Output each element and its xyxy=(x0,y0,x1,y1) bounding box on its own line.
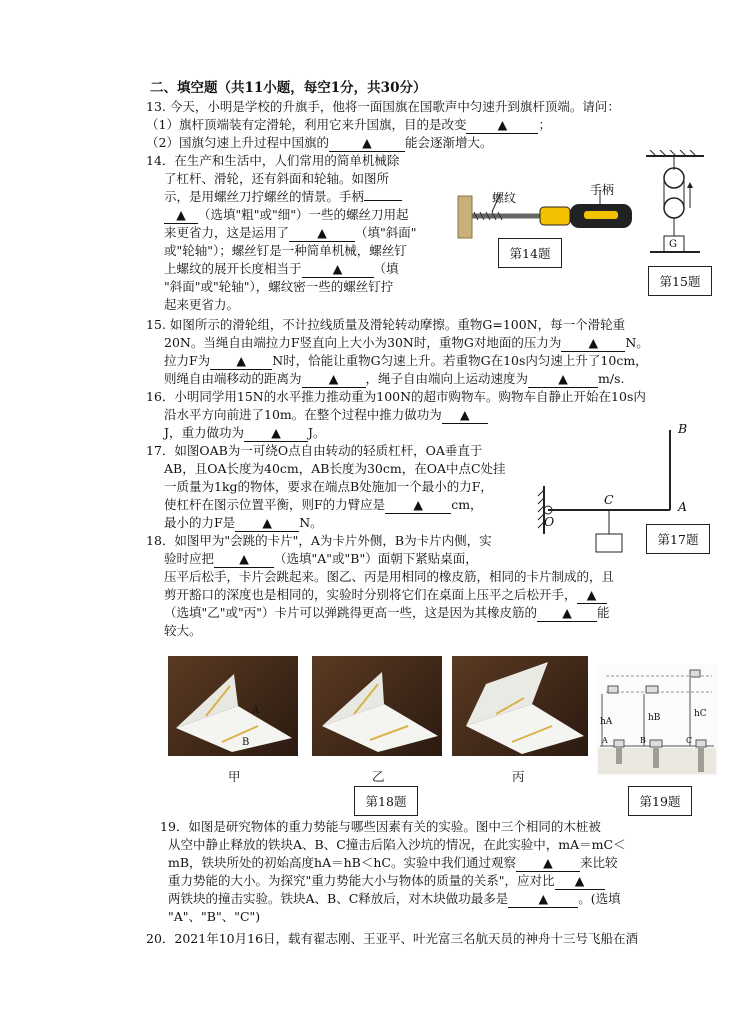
q13-line2: （1）旗杆顶端装有定滑轮，利用它来升国旗，目的是改变 ▲ ； xyxy=(146,117,551,132)
q15-line1: 15. 如图所示的滑轮组，不计拉线质量及滑轮转动摩擦。重物G=100N，每一个滑轮重 xyxy=(146,317,626,332)
q14-line7: 上螺纹的展开长度相当于 ▲ （填 xyxy=(164,261,399,276)
q19-line6: "A"、"B"、"C") xyxy=(168,909,261,924)
q19-blank2[interactable]: ▲ xyxy=(555,872,605,890)
handle-label: 手柄 xyxy=(590,183,615,197)
label-bing: 丙 xyxy=(512,769,525,784)
q13-line1: 13. 今天，小明是学校的升旗手，他将一面国旗在国歌声中匀速升到旗杆顶端。请问： xyxy=(146,99,620,114)
q19-caption: 第19题 xyxy=(628,786,692,816)
q17-blank2[interactable]: ▲ xyxy=(235,514,299,532)
block-c-label: C xyxy=(686,736,693,745)
q19-line2: 从空中静止释放的铁块A、B、C撞击后陷入沙坑的情况，在此实验中，mA＝mC＜ xyxy=(168,837,626,852)
q13-blank2[interactable]: ▲ xyxy=(329,134,405,152)
q18-line1: 18．如图甲为"会跳的卡片"，A为卡片外侧，B为卡片内侧，实 xyxy=(146,533,492,548)
q14-line2: 了杠杆、滑轮，还有斜面和轮轴。如图所 xyxy=(164,171,390,186)
q14-line5: 来更省力，这是运用了 ▲ （填"斜面" xyxy=(164,225,417,240)
q14-line9: 起来更省力。 xyxy=(164,297,240,312)
q13-blank1[interactable]: ▲ xyxy=(466,116,538,134)
q16-line2: 沿水平方向前进了10m。在整个过程中推力做功为 ▲ xyxy=(164,406,488,424)
weight-label: G xyxy=(669,239,677,250)
q14-line6: 或"轮轴"）；螺丝钉是一种简单机械，螺丝钉 xyxy=(164,243,407,258)
q17-line3: 一质量为1kg的物体，要求在端点B处施加一个最小的力F， xyxy=(164,479,493,494)
photo-label-b: B xyxy=(242,737,250,748)
q14-blank1[interactable]: ▲ xyxy=(164,206,198,224)
point-b-label: B xyxy=(678,421,688,436)
q17-blank1[interactable]: ▲ xyxy=(385,496,451,514)
q14-blank3[interactable]: ▲ xyxy=(302,260,374,278)
q19-line4: 重力势能的大小。为探究"重力势能大小与物体的质量的关系"，应对比 ▲ xyxy=(168,872,605,890)
q18-blank2[interactable]: ▲ xyxy=(577,586,607,604)
q18-line2: 验时应把 ▲ （选填"A"或"B"）面朝下紧贴桌面， xyxy=(164,551,478,566)
q18-caption: 第18题 xyxy=(354,786,418,816)
q15-blank1[interactable]: ▲ xyxy=(561,334,625,352)
q14-line3: 示，是用螺丝刀拧螺丝的情景。手柄 xyxy=(164,188,402,205)
q14-caption: 第14题 xyxy=(498,238,562,268)
q18-line6: 较大。 xyxy=(164,623,202,638)
point-a-label: A xyxy=(678,499,688,514)
block-a-label: A xyxy=(602,736,608,745)
q17-line4: 使杠杆在图示位置平衡，则F的力臂应是 ▲ cm， xyxy=(164,497,483,512)
screw-thread-label: 螺纹 xyxy=(492,191,517,205)
height-c-label: hC xyxy=(694,709,707,719)
point-c-label: C xyxy=(604,492,614,507)
photo-label-a: A xyxy=(252,705,260,716)
q15-blank2[interactable]: ▲ xyxy=(210,352,272,370)
point-o-label: O xyxy=(544,514,555,529)
q20-line1: 20．2021年10月16日，载有翟志刚、王亚平、叶光富三名航天员的神舟十三号飞船在酒 xyxy=(146,931,639,946)
q14-line4: ▲ （选填"粗"或"细"）一些的螺丝刀用起 xyxy=(164,206,409,224)
q15-blank4[interactable]: ▲ xyxy=(528,370,598,388)
q15-line2: 20N。当绳自由端拉力F竖直向上大小为30N时，重物G对地面的压力为 ▲ N。 xyxy=(164,335,649,350)
q19-blank3[interactable]: ▲ xyxy=(508,890,578,908)
q18-line4: 剪开豁口的深度也是相同的，实验时分别将它们在桌面上压平之后松开手， ▲ xyxy=(164,586,607,604)
q14-line8: "斜面"或"轮轴"），螺纹密一些的螺丝钉拧 xyxy=(164,279,394,294)
movable-pulley xyxy=(664,198,684,218)
q17-line5: 最小的力F是 ▲ N。 xyxy=(164,515,323,530)
q18-line5: （选填"乙"或"丙"）卡片可以弹跳得更高一些，这是因为其橡皮筋的 ▲ 能 xyxy=(164,605,610,620)
q17-caption: 第17题 xyxy=(646,524,710,554)
q16-line3: J，重力做功为 ▲ J。 xyxy=(164,425,326,440)
q13-line3: （2）国旗匀速上升过程中国旗的 ▲ 能会逐渐增大。 xyxy=(146,135,493,150)
handle-front xyxy=(540,207,570,225)
section-title: 二、填空题（共11小题，每空1分，共30分） xyxy=(150,80,427,96)
q19-line5: 两铁块的撞击实验。铁块A、B、C释放后，对木块做功最多是 ▲ 。(选填 xyxy=(168,891,621,906)
q14-blank2[interactable]: ▲ xyxy=(289,224,355,242)
q19-line3: mB，铁块所处的初始高度hA＝hB＜hC。实验中我们通过观察 ▲ 来比较 xyxy=(168,855,618,870)
hanging-mass xyxy=(596,534,622,552)
q14-line1: 14．在生产和生活中，人们常用的简单机械除 xyxy=(146,153,400,168)
q19-blank1[interactable]: ▲ xyxy=(516,854,580,872)
q15-blank3[interactable]: ▲ xyxy=(302,370,366,388)
photo-bing xyxy=(452,656,588,756)
q15-line4: 则绳自由端移动的距离为 ▲ ，绳子自由端向上运动速度为 ▲ m/s. xyxy=(164,371,625,386)
block-b-label: B xyxy=(640,736,646,745)
label-yi: 乙 xyxy=(372,769,385,784)
q18-blank3[interactable]: ▲ xyxy=(537,604,597,622)
q16-blank1[interactable]: ▲ xyxy=(442,406,488,424)
q15-line3: 拉力F为 ▲ N时，恰能让重物G匀速上升。若重物G在10s内匀速上升了10cm， xyxy=(164,353,648,368)
q17-line2: AB，且OA长度为40cm，AB长度为30cm，在OA中点C处挂 xyxy=(164,461,506,476)
wood-block xyxy=(458,196,472,238)
q17-line1: 17．如图OAB为一可绕O点自由转动的轻质杠杆，OA垂直于 xyxy=(146,443,483,458)
label-jia: 甲 xyxy=(228,769,241,784)
q19-line1: 19．如图是研究物体的重力势能与哪些因素有关的实验。图中三个相同的木桩被 xyxy=(160,819,601,834)
q15-caption: 第15题 xyxy=(648,266,712,296)
q18-blank1[interactable]: ▲ xyxy=(214,550,274,568)
q16-line1: 16．小明同学用15N的水平推力推动重为100N的超市购物车。购物车自静止开始在10s内 xyxy=(146,389,646,404)
q18-line3: 压平后松手，卡片会跳起来。图乙、丙是用相同的橡皮筋，相同的卡片制成的，且 xyxy=(164,569,615,584)
photo-yi xyxy=(312,656,442,756)
fixed-pulley xyxy=(664,168,684,188)
height-b-label: hB xyxy=(648,713,661,723)
height-a-label: hA xyxy=(600,717,613,727)
photo-jia xyxy=(168,656,298,756)
q16-blank2[interactable]: ▲ xyxy=(244,424,308,442)
